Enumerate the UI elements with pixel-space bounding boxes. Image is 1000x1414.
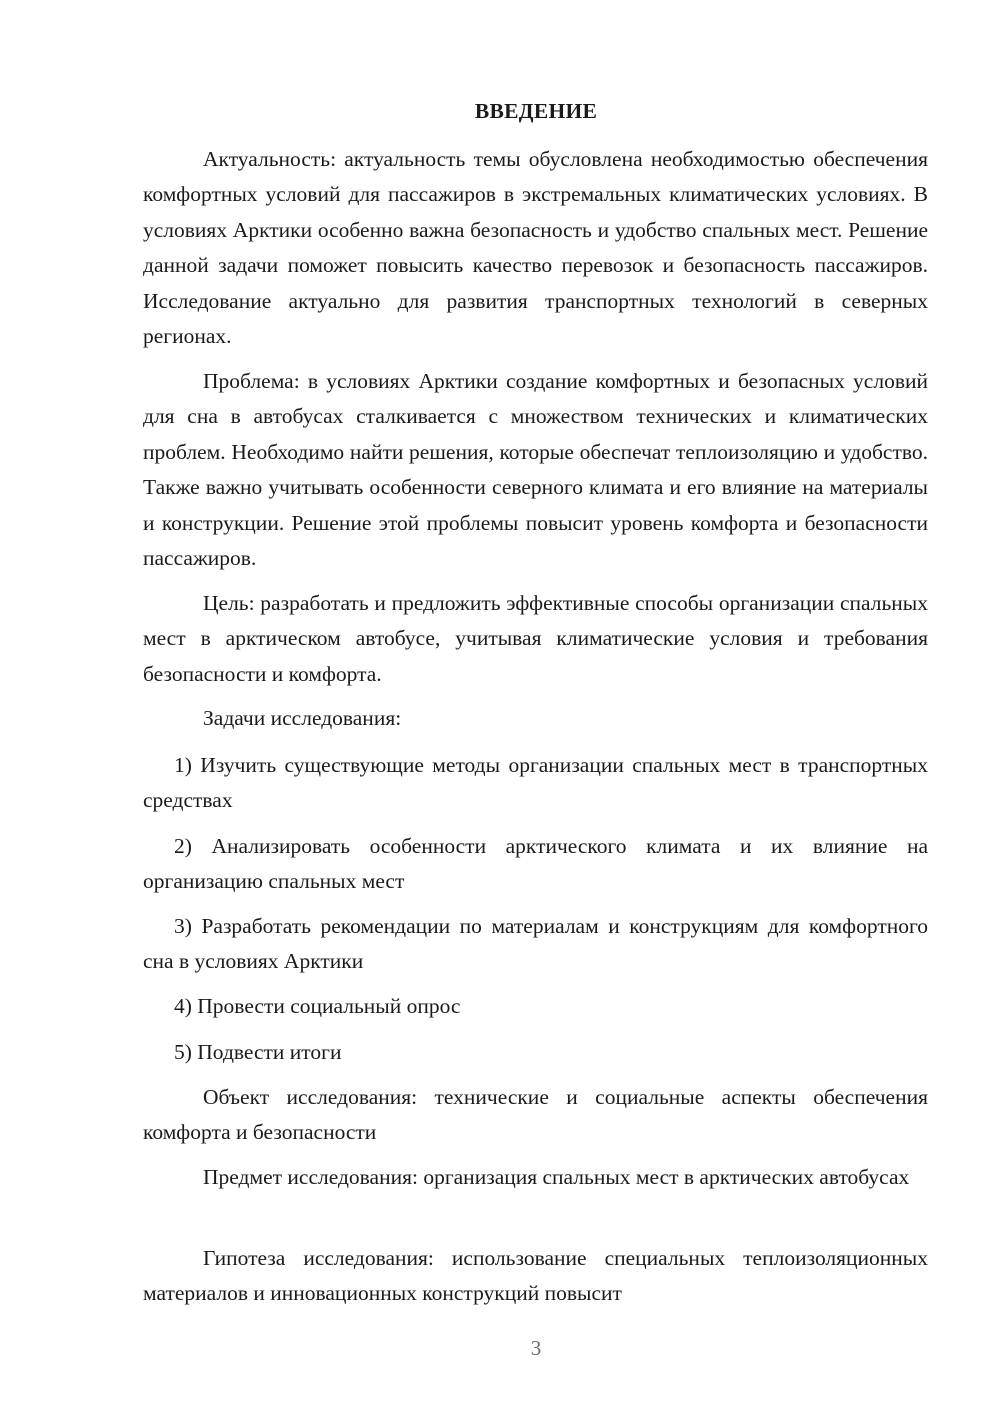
page-number: 3 [530,1336,542,1360]
paragraph-hypothesis: Гипотеза исследования: использование специальных теплоизоляционных материалов и инновационных конструкций повысит [143,1246,928,1306]
task-item-3: 3) Разработать рекомендации по материалам и конструкциям для комфортного сна в условиях Арктики [143,914,928,974]
section-title: ВВЕДЕНИЕ [474,99,598,123]
task-item-2: 2) Анализировать особенности арктического климата и их влияние на организацию спальных мест [143,834,928,894]
task-item-5: 5) Подвести итоги [174,1040,342,1064]
paragraph-relevance: Актуальность: актуальность темы обусловлена необходимостью обеспечения комфортных условий для пассажиров в экстремальных климатических условиях. В условиях Арктики особенно важна безопасность и удобство спальных мест. Решение данной задачи поможет повысить качество перевозок и безопасность пассажиров. Исследование актуально для развития транспортных технологий в северных регионах. [143,147,928,349]
paragraph-problem: Проблема: в условиях Арктики создание комфортных и безопасных условий для сна в автобусах сталкивается с множеством технических и климатических проблем. Необходимо найти решения, которые обеспечат теплоизоляцию и удобство. Также важно учитывать особенности северного климата и его влияние на материалы и конструкции. Решение этой проблемы повысит уровень комфорта и безопасности пассажиров. [143,369,928,571]
task-item-4: 4) Провести социальный опрос [174,994,461,1018]
paragraph-subject: Предмет исследования: организация спальных мест в арктических автобусах [203,1165,910,1189]
paragraph-object: Объект исследования: технические и социальные аспекты обеспечения комфорта и безопасности [143,1085,928,1145]
paragraph-goal: Цель: разработать и предложить эффективные способы организации спальных мест в арктическом автобусе, учитывая климатические условия и требования безопасности и комфорта. [143,591,928,686]
tasks-heading: Задачи исследования: [203,706,402,730]
task-item-1: 1) Изучить существующие методы организации спальных мест в транспортных средствах [143,753,928,813]
